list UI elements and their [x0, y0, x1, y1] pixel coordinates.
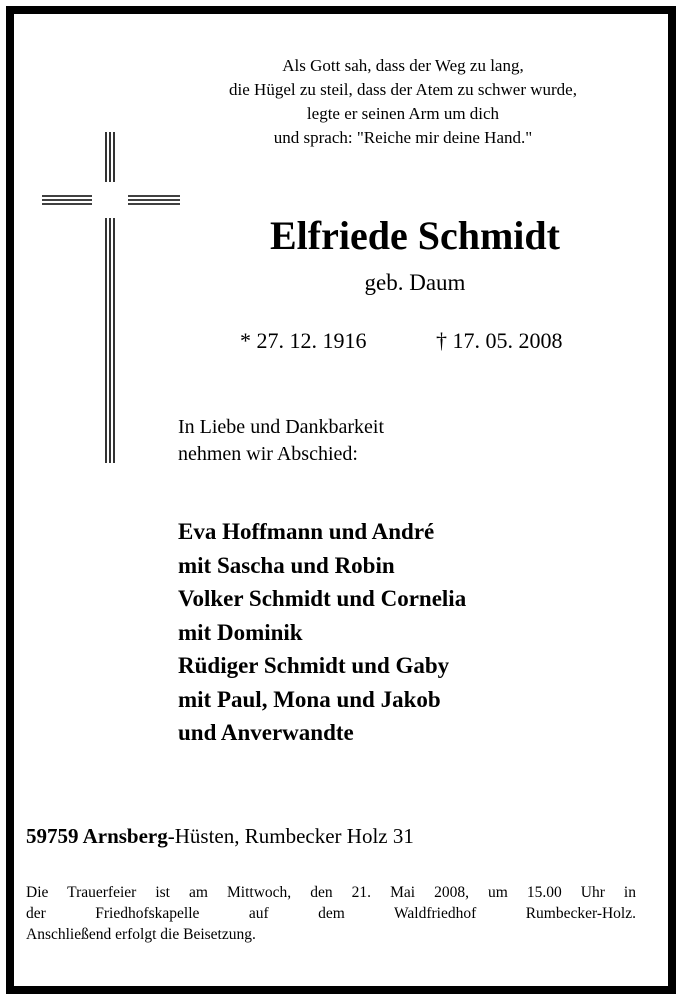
poem-line: und sprach: "Reiche mir deine Hand." — [273, 128, 533, 147]
mourner-line: Eva Hoffmann und André — [178, 519, 435, 544]
poem-line: die Hügel zu steil, dass der Atem zu schwer wurde, — [229, 80, 577, 99]
cross-icon — [40, 130, 182, 465]
death-date: † 17. 05. 2008 — [436, 328, 563, 353]
maiden-name: geb. Daum — [364, 270, 466, 295]
mourners-list — [178, 515, 466, 750]
notice-line: Anschließend erfolgt die Beisetzung. — [26, 926, 256, 943]
intro-line: In Liebe und Dankbarkeit — [178, 416, 385, 438]
mourner-line: Volker Schmidt und Cornelia — [178, 586, 467, 611]
deceased-name: Elfriede Schmidt — [270, 213, 560, 258]
family-address — [26, 822, 414, 850]
address-street: -Hüsten, Rumbecker Holz 31 — [167, 824, 414, 848]
mourner-line: mit Paul, Mona und Jakob — [178, 686, 441, 712]
mourner-line: mit Sascha und Robin — [178, 552, 395, 578]
notice-line: Die Trauerfeier ist am Mittwoch, den 21. Mai 2008, um 15.00 Uhr in — [26, 884, 636, 901]
poem — [168, 54, 638, 150]
farewell-intro — [178, 414, 384, 468]
notice-line: der Friedhofskapelle auf dem Waldfriedhof Rumbecker-Holz. — [26, 905, 636, 922]
mourner-line: und Anverwandte — [178, 720, 354, 745]
mourner-line: Rüdiger Schmidt und Gaby — [178, 653, 450, 678]
birth-date: * 27. 12. 1916 — [240, 328, 367, 353]
funeral-notice — [26, 882, 636, 945]
poem-line: legte er seinen Arm um dich — [306, 104, 500, 123]
intro-line: nehmen wir Abschied: — [178, 443, 358, 465]
mourner-line: mit Dominik — [178, 619, 303, 645]
address-postcode-city: 59759 Arnsberg — [26, 824, 168, 848]
poem-line: Als Gott sah, dass der Weg zu lang, — [282, 56, 524, 75]
